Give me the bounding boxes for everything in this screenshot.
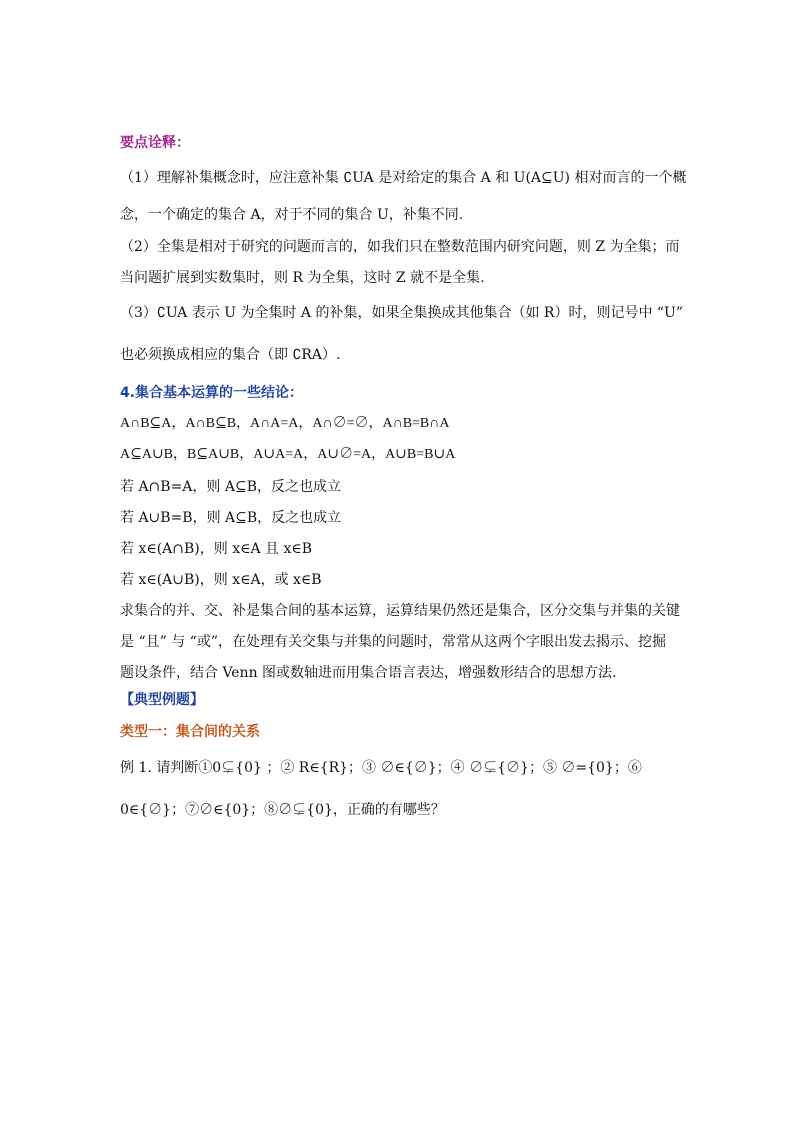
conclusion-paragraph-line-1: 求集合的并、交、补是集合间的基本运算，运算结果仍然还是集合，区分交集与并集的关键 xyxy=(120,603,680,619)
note-1-line-2: 念，一个确定的集合 A，对于不同的集合 U，补集不同. xyxy=(120,207,464,223)
note-2-line-1: （2）全集是相对于研究的问题而言的，如我们只在整数范围内研究问题，则 Z 为全集；而 xyxy=(120,239,680,255)
conclusions-heading: 4.集合基本运算的一些结论： xyxy=(120,385,304,401)
conclusion-row-6: 若 x∈(A∪B)，则 x∈A，或 x∈B xyxy=(120,572,322,588)
note-1-line-1: （1）理解补集概念时，应注意补集 ∁UA 是对给定的集合 A 和 U(A⊆U) 相对而言的一个概 xyxy=(120,170,687,186)
example-1-line-2: 0∈{∅}；⑦∅∈{0}；⑧∅⊊{0}，正确的有哪些？ xyxy=(120,802,445,818)
notes-heading: 要点诠释： xyxy=(120,135,190,151)
conclusion-row-1: A∩B⊆A，A∩B⊆B，A∩A=A，A∩∅=∅，A∩B=B∩A xyxy=(120,416,450,431)
conclusion-row-2: A⊆A∪B，B⊆A∪B，A∪A=A，A∪∅=A，A∪B=B∪A xyxy=(120,447,456,462)
type-heading: 类型一：集合间的关系 xyxy=(120,724,260,740)
conclusion-paragraph-line-3: 题设条件，结合 Venn 图或数轴进而用集合语言表达，增强数形结合的思想方法. xyxy=(120,665,617,681)
note-2-line-2: 当问题扩展到实数集时，则 R 为全集，这时 Z 就不是全集. xyxy=(120,270,485,286)
note-3-line-2: 也必须换成相应的集合（即 ∁RA）. xyxy=(120,347,341,363)
example-1-line-1: 例 1. 请判断①0⊊{0} ；② R∈{R}；③ ∅∈{∅}；④ ∅⊊{∅}；⑤ ∅={0}；⑥ xyxy=(120,760,642,776)
conclusion-row-4: 若 A∪B=B，则 A⊆B，反之也成立 xyxy=(120,510,342,526)
conclusion-row-5: 若 x∈(A∩B)，则 x∈A 且 x∈B xyxy=(120,541,313,557)
examples-section-heading: 【典型例题】 xyxy=(120,692,204,708)
conclusion-paragraph-line-2: 是 “且” 与 “或”，在处理有关交集与并集的问题时，常常从这两个字眼出发去揭示、挖掘 xyxy=(120,634,666,650)
note-3-line-1: （3）∁UA 表示 U 为全集时 A 的补集，如果全集换成其他集合（如 R）时，则记号中 “U” xyxy=(120,305,684,321)
conclusion-row-3: 若 A∩B=A，则 A⊆B，反之也成立 xyxy=(120,479,341,495)
